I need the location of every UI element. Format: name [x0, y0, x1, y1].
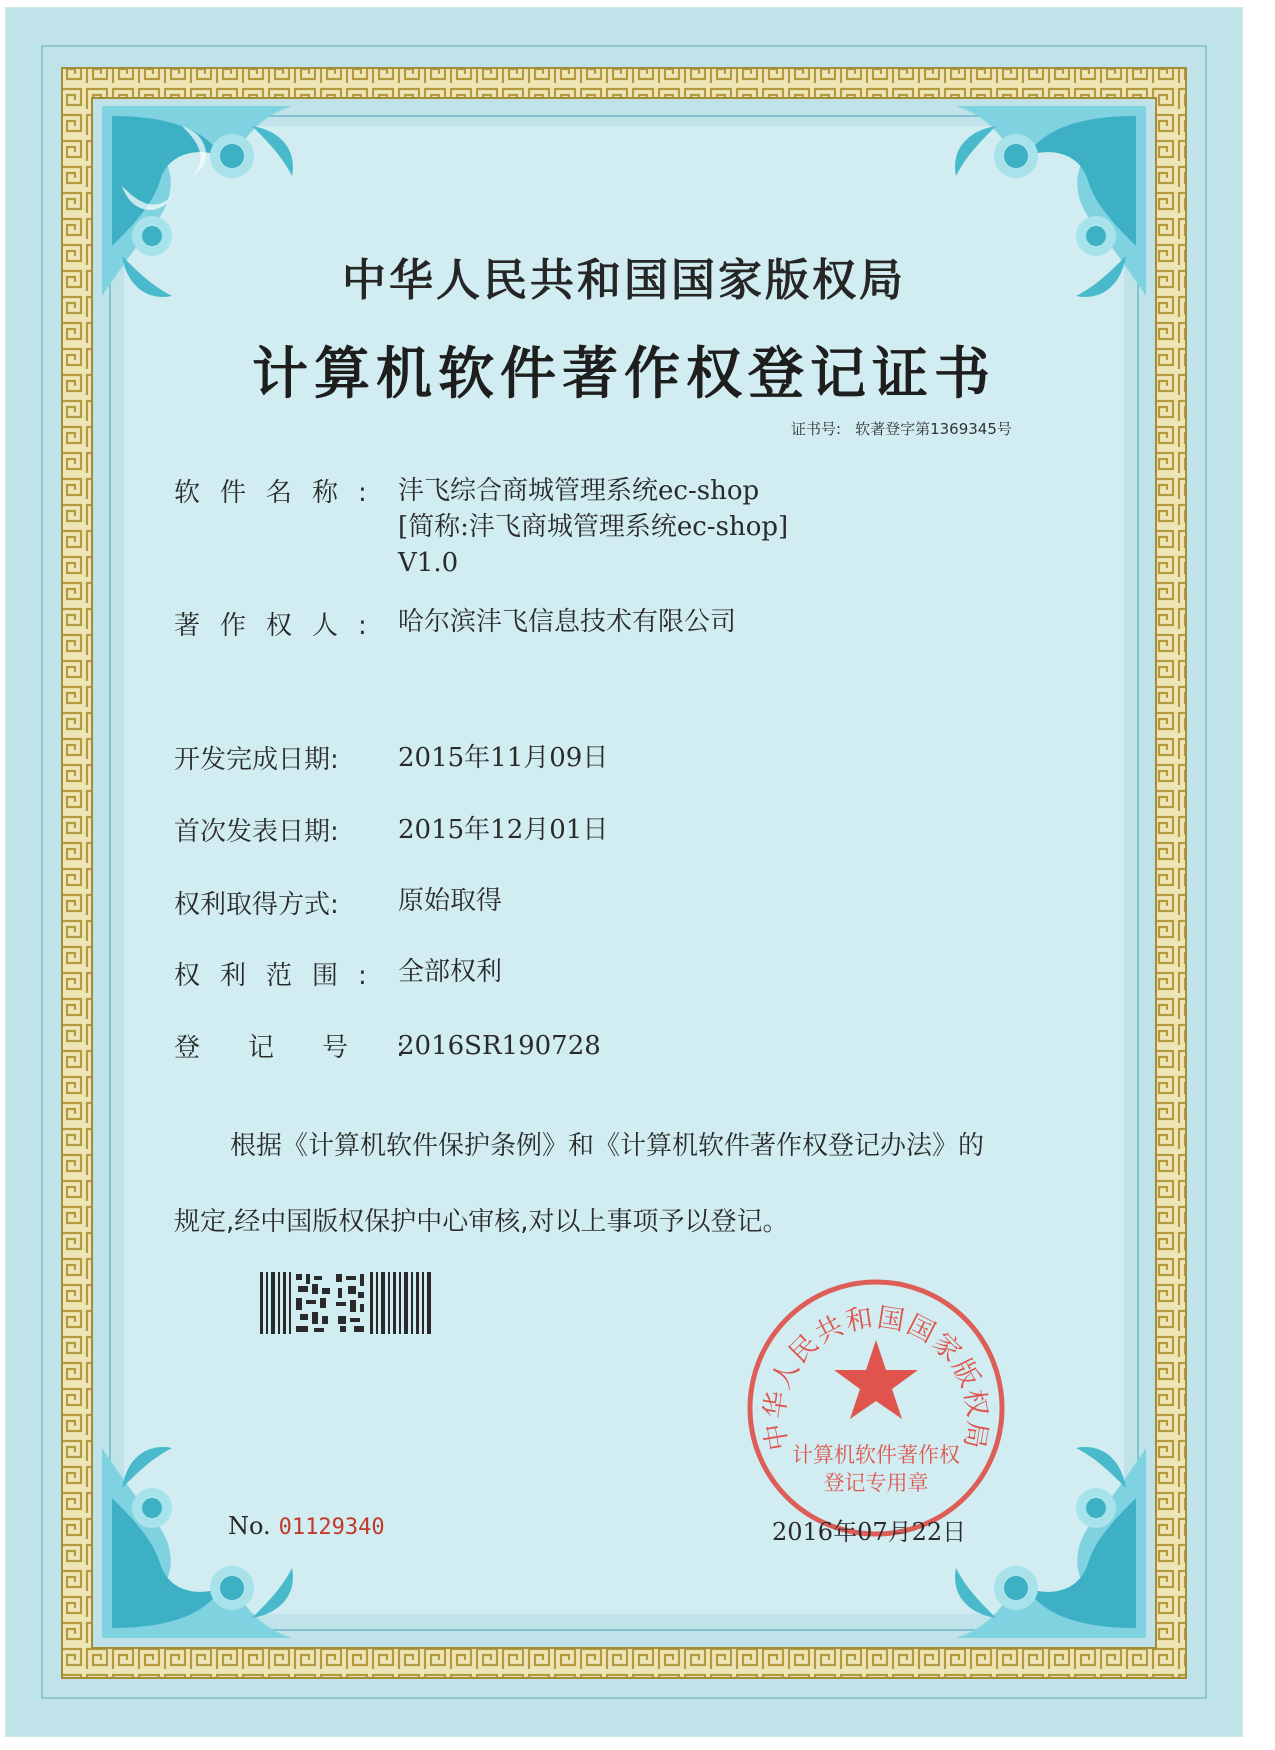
official-seal-icon — [744, 1276, 1008, 1540]
certificate-number-label: 证书号: — [791, 420, 842, 438]
issue-date: 2016年07月22日 — [772, 1518, 967, 1546]
statement-line1: 根据《计算机软件保护条例》和《计算机软件著作权登记办法》的 — [230, 1131, 985, 1161]
issuing-authority: 中华人民共和国国家版权局 — [342, 255, 906, 306]
software-version: V1.0 — [398, 548, 459, 578]
certificate-sheet — [6, 8, 1242, 1736]
statement-line2: 规定,经中国版权保护中心审核,对以上事项予以登记。 — [174, 1207, 789, 1237]
rights-scope-value: 全部权利 — [398, 957, 503, 987]
publish-date-label: 首次发表日期: — [174, 817, 339, 847]
dev-date-value: 2015年11月09日 — [398, 743, 609, 773]
certificate-number-value: 软著登字第1369345号 — [855, 420, 1012, 438]
publish-date-value: 2015年12月01日 — [398, 815, 609, 845]
serial-label: No. — [228, 1512, 271, 1540]
serial-number — [228, 1512, 385, 1540]
seal-center-line1: 计算机软件著作权 — [792, 1443, 960, 1467]
owner-value: 哈尔滨沣飞信息技术有限公司 — [398, 607, 737, 637]
owner-label: 著作权人: — [174, 611, 387, 641]
serial-value: 01129340 — [278, 1515, 385, 1540]
seal-ring-text: 中华人民共和国国家版权局 — [759, 1302, 993, 1453]
software-name-label: 软件名称: — [174, 478, 387, 508]
software-name-line2: [简称:沣飞商城管理系统ec-shop] — [398, 512, 789, 542]
registration-number-value: 2016SR190728 — [398, 1031, 601, 1061]
certificate-title: 计算机软件著作权登记证书 — [252, 342, 996, 407]
dev-date-label: 开发完成日期: — [174, 745, 339, 775]
registration-number-label: 登记号: — [174, 1033, 453, 1063]
acquire-method-label: 权利取得方式: — [174, 890, 339, 920]
software-name-line1: 沣飞综合商城管理系统ec-shop — [398, 476, 760, 506]
seal-center-line2: 登记专用章 — [823, 1471, 929, 1495]
barcode-icon — [258, 1270, 434, 1336]
rights-scope-label: 权利范围: — [174, 961, 387, 991]
acquire-method-value: 原始取得 — [398, 886, 503, 916]
certificate-number — [791, 418, 1026, 439]
